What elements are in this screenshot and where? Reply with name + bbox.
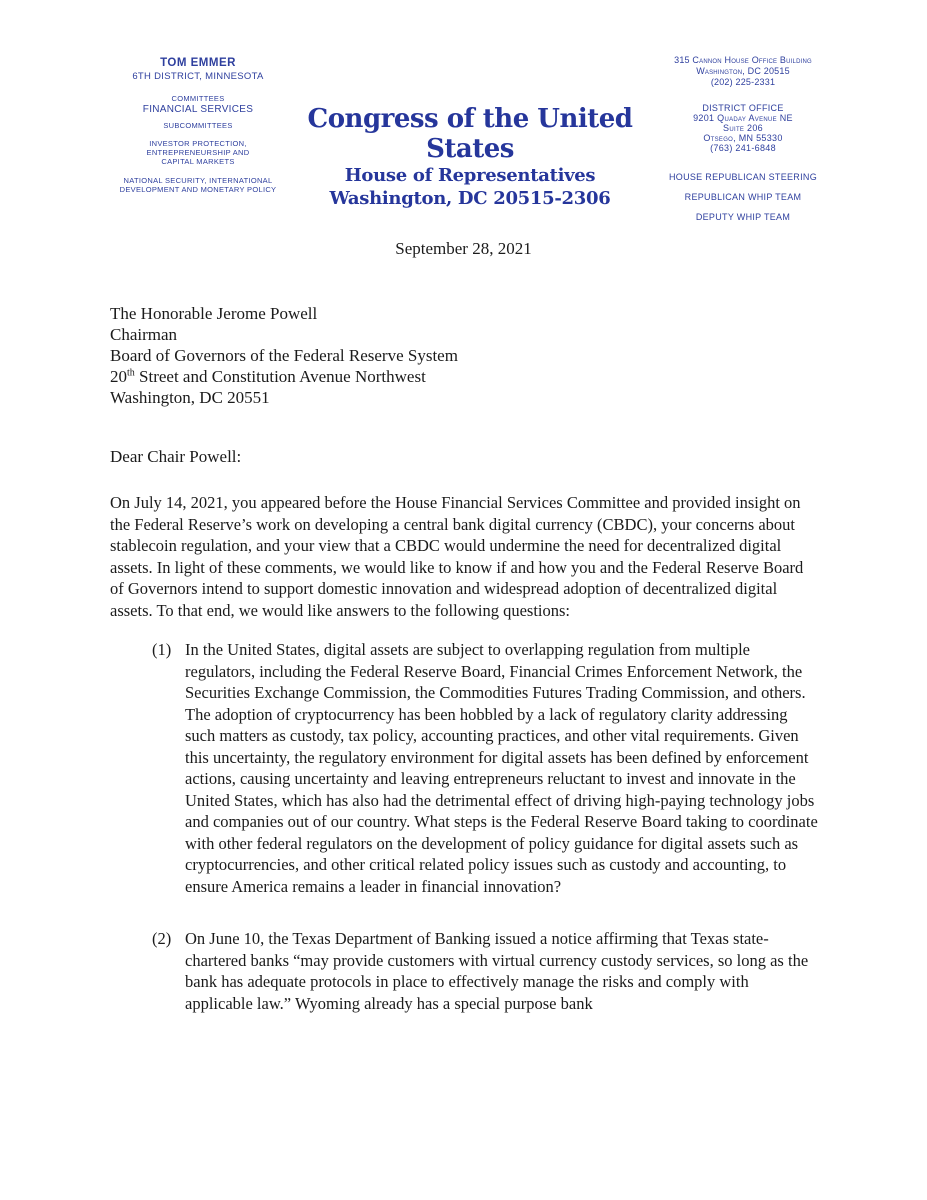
masthead [283,104,657,210]
recipient-title: Chairman [110,325,178,344]
subcommittee-line: ENTREPRENEURSHIP AND [146,148,250,157]
street-number: 20 [110,367,127,386]
district-office-line: Otsego, MN 55330 [703,133,783,143]
member-name: TOM EMMER [160,57,236,69]
letterhead [0,0,927,225]
masthead-title: Congress of the United States [307,104,633,164]
dc-office-line: 315 Cannon House Office Building [674,55,812,65]
recipient-city: Washington, DC 20551 [110,388,270,407]
district-office-line: Suite 206 [723,123,763,133]
committee-name: FINANCIAL SERVICES [142,104,254,115]
question-number: (1) [152,640,172,659]
committees-heading: COMMITTEES [171,94,225,103]
question-item-1 [152,639,927,897]
letterhead-office-block [668,55,818,222]
membership-line: HOUSE REPUBLICAN STEERING [668,172,818,182]
salutation: Dear Chair Powell: [110,447,242,466]
question-text: On June 10, the Texas Department of Banking issued a notice affirming that Texas state-chartered banks “may provide customers with virtual currency custody services, so long as the bank has adequate protocols in place to effectively manage the risks and comply with applicable law.” Wyoming already has a special purpose bank [185,929,809,1013]
membership-line: REPUBLICAN WHIP TEAM [684,192,802,202]
subcommittee-list [103,139,293,166]
subcommittee-line: NATIONAL SECURITY, INTERNATIONAL [123,176,273,185]
recipient-name: The Honorable Jerome Powell [110,304,318,323]
subcommittees-heading: SUBCOMMITTEES [163,121,233,130]
body-paragraph: On July 14, 2021, you appeared before the House Financial Services Committee and provided insight on the Federal Reserve’s work on developing a central bank digital currency (CBDC), your concerns about stablecoin regulation, and your view that a CBDC would undermine the need for decentralized digital assets. In light of these comments, we would like to know if and how you and the Federal Reserve Board of Governors intend to support domestic innovation and widespread adoption of decentralized digital assets. To that end, we would like answers to the following questions: [110,493,804,620]
subcommittee-line: INVESTOR PROTECTION, [149,139,247,148]
recipient-street [110,366,927,387]
district-office-line: 9201 Quaday Avenue NE [693,113,793,123]
dc-office-phone: (202) 225-2331 [710,77,776,87]
subcommittee-line: DEVELOPMENT AND MONETARY POLICY [119,185,277,194]
member-district: 6TH DISTRICT, MINNESOTA [132,71,264,82]
dc-office-line: Washington, DC 20515 [696,66,790,76]
question-number: (2) [152,929,172,948]
question-text: In the United States, digital assets are subject to overlapping regulation from multiple regulators, including the Federal Reserve Board, Financial Crimes Enforcement Network, the Securities Exchange Commission, the Commodities Futures Trading Commission, and others. The adoption of cryptocurrency has been hobbled by a lack of regulatory clarity addressing such matters as custody, tax policy, accounting practices, and other vital requirements. Given this uncertainty, the regulatory environment for digital assets has been defined by enforcement actions, causing uncertainty and leaving entrepreneurs reluctant to invest and innovate in the United States, which has also had the detrimental effect of driving high-paying technology jobs and companies out of our country. What steps is the Federal Reserve Board taking to coordinate with other federal regulators on the development of policy guidance for digital assets such as cryptocurrencies, and other critical related policy issues such as custody and accounting, to ensure America remains a leader in financial innovation? [185,640,818,896]
street-rest: Street and Constitution Avenue Northwest [134,367,426,386]
question-item-2 [152,928,927,1014]
street-ordinal-suffix: th [127,367,135,379]
recipient-block [110,303,927,408]
subcommittee-list-2 [103,176,293,194]
masthead-subtitle: House of Representatives [344,165,596,186]
letter-date: September 28, 2021 [395,239,532,258]
letterhead-member-block [103,57,293,194]
recipient-organization: Board of Governors of the Federal Reserve System [110,346,458,365]
district-office-heading: DISTRICT OFFICE [702,103,784,113]
membership-line: DEPUTY WHIP TEAM [695,212,791,222]
subcommittee-line: CAPITAL MARKETS [161,157,235,166]
district-office-phone: (763) 241-6848 [710,143,776,153]
masthead-address: Washington, DC 20515-2306 [329,188,611,209]
